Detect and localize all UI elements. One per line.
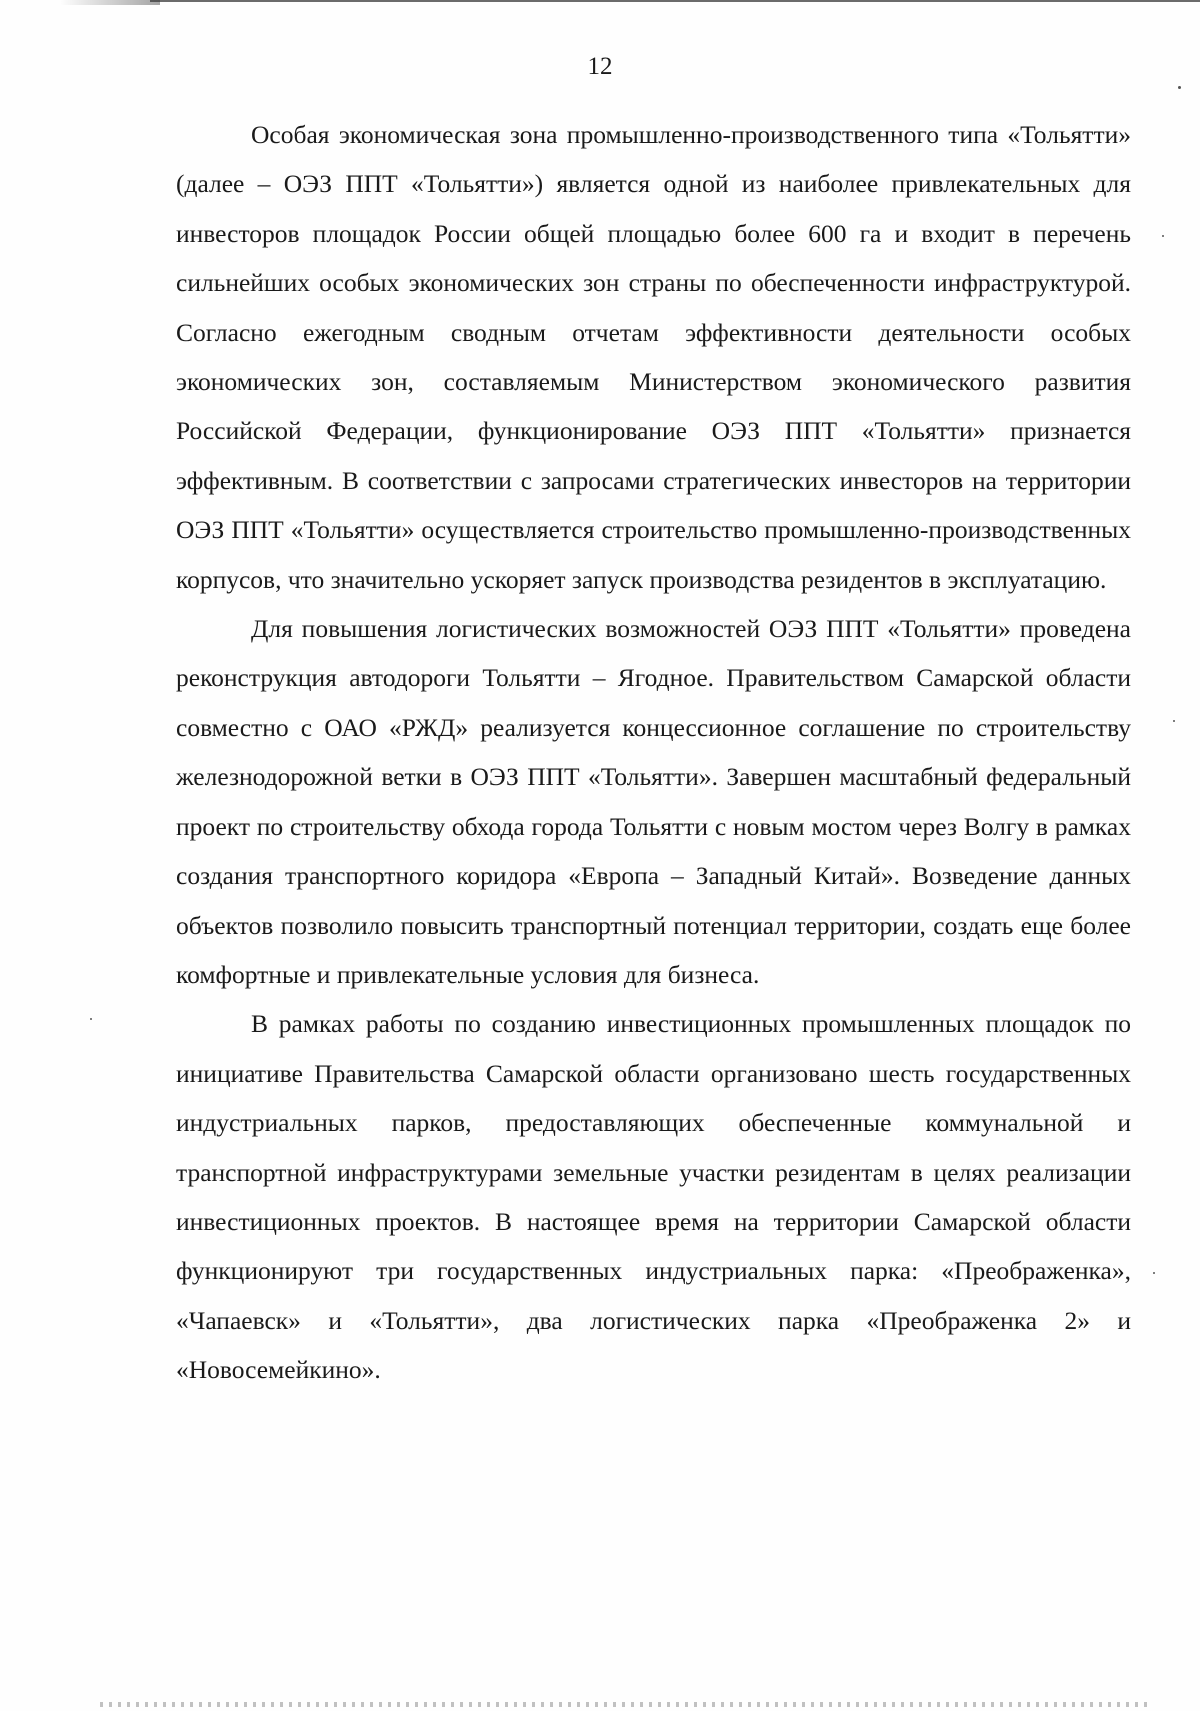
body-text — [176, 110, 1131, 1395]
scan-speck — [1173, 720, 1175, 722]
scan-speck — [1162, 235, 1164, 237]
paragraph: Для повышения логистических возможностей ОЭЗ ППТ «Тольятти» проведена реконструкция автодороги Тольятти – Ягодное. Правительством Самарской области совместно с ОАО «РЖД» реализуется концессионное соглашение по строительству железнодорожной ветки в ОЭЗ ППТ «Тольятти». Завершен масштабный федеральный проект по строительству обхода города Тольятти с новым мостом через Волгу в рамках создания транспортного коридора «Европа – Западный Китай». Возведение данных объектов позволило повысить транспортный потенциал территории, создать еще более комфортные и привлекательные условия для бизнеса. — [176, 614, 1131, 989]
scan-speck — [1178, 86, 1181, 89]
scan-speck — [1153, 1272, 1155, 1274]
scan-speck — [90, 1018, 92, 1020]
scan-corner-artifact — [60, 0, 160, 5]
scan-top-edge — [150, 0, 1200, 2]
paragraph: Особая экономическая зона промышленно-производственного типа «Тольятти» (далее – ОЭЗ ППТ «Тольятти») является одной из наиболее привлекательных для инвесторов площадок России общей площадью более 600 га и входит в перечень сильнейших особых экономических зон страны по обеспеченности инфраструктурой. Согласно ежегодным сводным отчетам эффективности деятельности особых экономических зон, составляемым Министерством экономического развития Российской Федерации, функционирование ОЭЗ ППТ «Тольятти» признается эффективным. В соответствии с запросами стратегических инвесторов на территории ОЭЗ ППТ «Тольятти» осуществляется строительство промышленно-производственных корпусов, что значительно ускоряет запуск производства резидентов в эксплуатацию. — [176, 120, 1131, 594]
paragraph: В рамках работы по созданию инвестиционных промышленных площадок по инициативе Правительства Самарской области организовано шесть государственных индустриальных парков, предоставляющих обеспеченные коммунальной и транспортной инфраструктурами земельные участки резидентам в целях реализации инвестиционных проектов. В настоящее время на территории Самарской области функционируют три государственных индустриальных парка: «Преображенка», «Чапаевск» и «Тольятти», два логистических парка «Преображенка 2» и «Новосемейкино». — [176, 1009, 1131, 1385]
page-number: 12 — [587, 53, 613, 80]
scan-bottom-edge — [100, 1702, 1150, 1707]
